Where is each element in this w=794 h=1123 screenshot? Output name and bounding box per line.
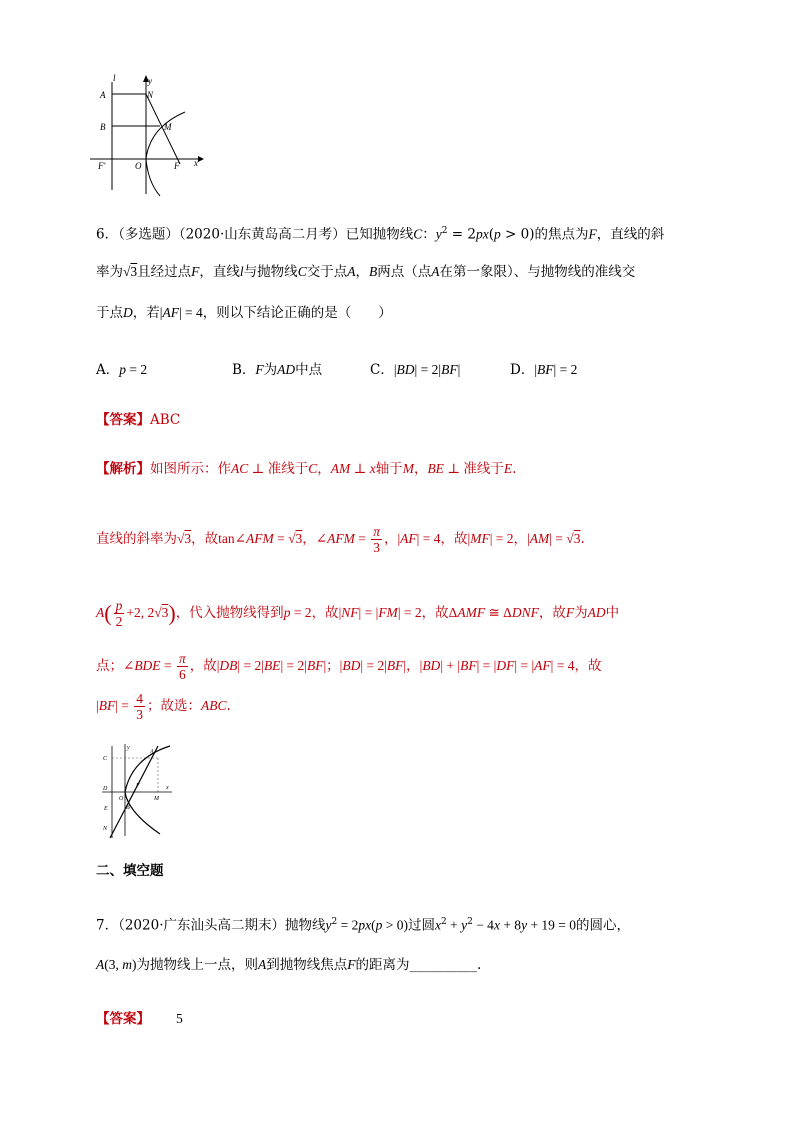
answer-label: 【答案】 bbox=[96, 412, 150, 428]
parabola-curve bbox=[125, 746, 170, 834]
analysis-text: 轴于 bbox=[375, 461, 403, 477]
label-D: D bbox=[103, 786, 108, 792]
option-d: D．|BF| = 2 bbox=[510, 362, 578, 378]
analysis-text: ，故 bbox=[440, 531, 468, 547]
q7-line-2: A(3, m)为抛物线上一点，则A到抛物线焦点F的距离为__________. bbox=[96, 957, 482, 973]
label-N: N bbox=[147, 90, 154, 100]
q7-text: 为抛物线上一点，则 bbox=[136, 957, 258, 973]
analysis-6-line-3: A( $\frac{p}{2}$ +2, 2√3)，代入抛物线得到p = 2，故|NF| = |FM| = 2，故ΔAMF ≅ ΔDNF，故F为AD中 bbox=[96, 598, 620, 629]
q6-text: 于点 bbox=[96, 305, 123, 321]
label-F: F bbox=[136, 783, 140, 789]
answer-value: ABC bbox=[150, 412, 181, 428]
answer-value: 5 bbox=[176, 1011, 183, 1026]
q6-text: 交于点 bbox=[306, 264, 348, 280]
option-b: B．F为AD中点 bbox=[232, 362, 323, 378]
option-c-label: C． bbox=[370, 362, 394, 378]
label-N: N bbox=[103, 826, 108, 832]
option-d-label: D． bbox=[510, 362, 535, 378]
option-c: C．|BD| = 2|BF| bbox=[370, 362, 461, 378]
q6-text: ，则以下结论正确的是（ ） bbox=[202, 305, 392, 321]
analysis-text: ，故 bbox=[311, 605, 339, 621]
label-F: F bbox=[174, 161, 180, 171]
option-b-text2: 中点 bbox=[295, 362, 323, 378]
label-O: O bbox=[135, 161, 142, 171]
label-A: A bbox=[100, 90, 106, 100]
q6-line-1: 6．（多选题）（2020·山东黄岛高二月考）已知抛物线C：$y^2 = 2px(p > 0)$的焦点为F，直线的斜 bbox=[96, 226, 665, 243]
figure-parabola-focus bbox=[90, 72, 205, 197]
analysis-6-line-2: 直线的斜率为√3，故tan∠AFM = √3，∠AFM = $\frac{\pi}{3}$ ，|AF| = 4，故|MF| = 2，|AM| = √3. bbox=[96, 524, 585, 555]
label-y: y bbox=[148, 76, 152, 86]
label-A: A bbox=[150, 749, 154, 755]
q6-number: 6． bbox=[96, 226, 119, 243]
analysis-text: ，故 bbox=[421, 605, 449, 621]
q6-text: ，直线的斜 bbox=[596, 226, 665, 243]
label-x: x bbox=[194, 158, 198, 168]
label-B: B bbox=[126, 805, 130, 811]
q6-text: 且经过点 bbox=[137, 264, 192, 280]
x-axis-arrow bbox=[198, 156, 204, 162]
label-C: C bbox=[103, 756, 108, 762]
analysis-text: ，代入抛物线得到 bbox=[175, 605, 284, 621]
q7-text: 的距离为 bbox=[355, 957, 410, 973]
section-title: 二、填空题 bbox=[96, 863, 164, 879]
q6-text: 已知抛物线 bbox=[345, 226, 414, 243]
label-M: M bbox=[164, 122, 172, 132]
label-M: M bbox=[154, 796, 159, 802]
analysis-text: 准线于 bbox=[463, 461, 504, 477]
answer-blank: __________ bbox=[409, 957, 477, 973]
q6-text: 两点（点 bbox=[377, 264, 432, 280]
analysis-text: ，故 bbox=[191, 531, 219, 547]
q7-number: 7． bbox=[96, 917, 119, 934]
q6-line-2: 率为√3且经过点F，直线l与抛物线C交于点A，B两点（点A在第一象限）、与抛物线的准线交 bbox=[96, 264, 636, 280]
answer-label: 【答案】 bbox=[96, 1011, 150, 1027]
analysis-label: 【解析】 bbox=[96, 461, 150, 477]
q6-text: 与抛物线 bbox=[243, 264, 298, 280]
label-x: x bbox=[166, 785, 169, 791]
analysis-text: 中 bbox=[605, 605, 620, 621]
q6-text: 在第一象限）、与抛物线的准线交 bbox=[439, 264, 636, 280]
analysis-text: ；故选： bbox=[147, 698, 202, 714]
figure-analysis bbox=[100, 740, 182, 840]
option-b-text: 为 bbox=[263, 362, 278, 378]
analysis-6-line-5: |BF| = $\frac{4}{3}$ ；故选：ABC. bbox=[96, 691, 231, 722]
q7-text: 的圆心， bbox=[576, 917, 631, 934]
label-l: l bbox=[113, 73, 116, 83]
answer-7 bbox=[96, 1009, 183, 1029]
analysis-text: ，故 bbox=[538, 605, 566, 621]
label-E: E bbox=[104, 806, 108, 812]
q6-text: ，直线 bbox=[199, 264, 240, 280]
q6-source: （多选题）（2020·山东黄岛高二月考） bbox=[118, 226, 346, 243]
analysis-text: 准线于 bbox=[267, 461, 309, 477]
option-a-label: A． bbox=[96, 362, 120, 378]
analysis-6-line-1: 【解析】如图所示：作AC ⊥ 准线于C，AM ⊥ x轴于M，BE ⊥ 准线于E. bbox=[96, 461, 517, 477]
analysis-6-line-4: 点；∠BDE = $\frac{\pi}{6}$ ，故|DB| = 2|BE| = 2|BF|；|BD| = 2|BF|，|BD| + |BF| = |DF| = |AF| = 4，故 bbox=[96, 651, 602, 682]
line-NF bbox=[146, 94, 180, 164]
analysis-text: ，故 bbox=[574, 658, 602, 674]
analysis-text: 如图所示：作 bbox=[150, 461, 231, 477]
q6-text: ，若 bbox=[132, 305, 160, 321]
q7-text: 抛物线 bbox=[285, 917, 326, 934]
analysis-text: 为 bbox=[574, 605, 588, 621]
option-b-label: B． bbox=[232, 362, 256, 378]
label-O: O bbox=[119, 796, 124, 802]
q7-text: . bbox=[477, 957, 482, 973]
analysis-text: 点； bbox=[96, 658, 123, 674]
label-F-prime: F' bbox=[98, 161, 106, 171]
answer-6 bbox=[96, 410, 180, 430]
q7-line-1: 7．（2020·广东汕头高二期末）抛物线$y^2 = 2px(p > 0)$过圆$x^2 + y^2 - 4x + 8y + 19 = 0$的圆心， bbox=[96, 917, 631, 934]
option-a: A．p = 2 bbox=[96, 362, 148, 378]
q7-text: 过圆 bbox=[407, 917, 435, 934]
analysis-choice: ABC bbox=[201, 698, 227, 713]
analysis-text: ，故 bbox=[189, 658, 217, 674]
label-B: B bbox=[100, 122, 106, 132]
q6-text: 率为 bbox=[96, 264, 123, 280]
q6-line-3: 于点D，若|AF| = 4，则以下结论正确的是（ ） bbox=[96, 305, 392, 321]
analysis-text: 直线的斜率为 bbox=[96, 531, 177, 547]
q6-text: 的焦点为 bbox=[534, 226, 589, 243]
label-y: y bbox=[127, 745, 130, 751]
q7-text: 到抛物线焦点 bbox=[266, 957, 348, 973]
q7-source: （2020·广东汕头高二期末） bbox=[118, 917, 285, 934]
